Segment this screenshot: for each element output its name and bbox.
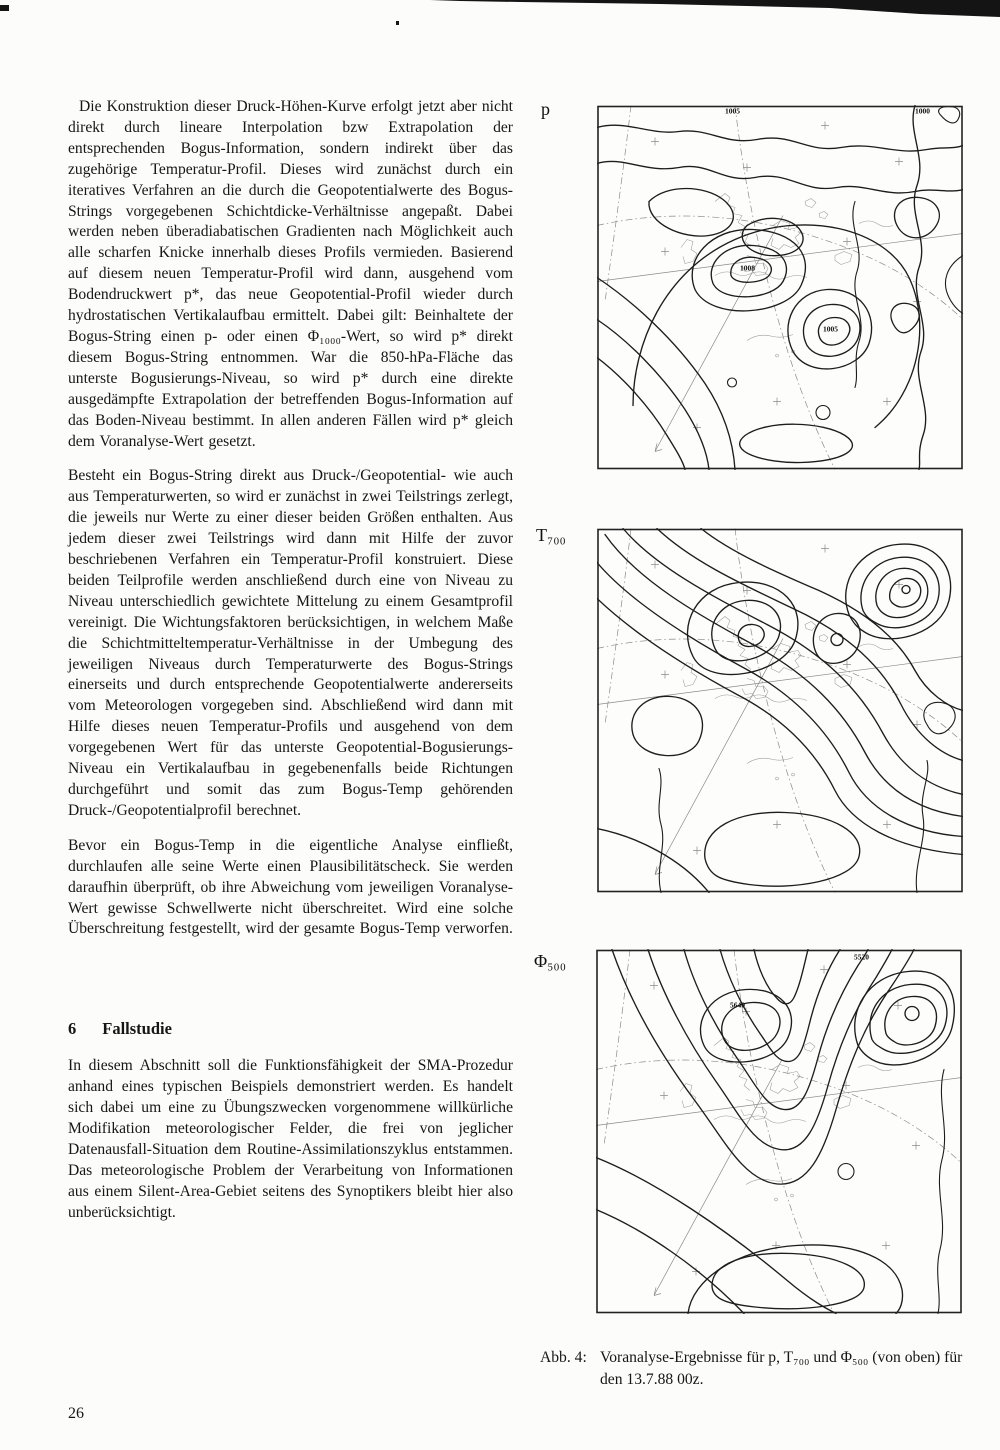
text-column <box>68 97 513 1224</box>
contour-label: 5640 <box>730 1000 745 1010</box>
contour-map-t700 <box>597 528 963 893</box>
section-heading <box>68 1019 513 1039</box>
caption-text: Voranalyse-Ergebnisse für p, T₇₀₀ und Φ₅₀₀ (von oben) für den 13.7.88 00z. <box>600 1349 963 1388</box>
scan-artifact-left-edge <box>0 5 9 11</box>
paragraph: Bevor ein Bogus-Temp in die eigentliche Analyse einfließt, durchlaufen alle seine Werte einen Plausibilitätscheck. Sie werden daraufhin überprüft, ob ihre Abweichung vom jeweiligen Voranalyse-Wert gewisse Schwellwerte nicht überschreitet. Wird eine solche Überschreitung festgestellt, wird der gesamte Bogus-Temp verworfen. <box>68 836 513 938</box>
contour-label: 1005 <box>823 324 838 334</box>
contour-label: 1005 <box>725 106 740 116</box>
contour-label: 1000 <box>915 106 930 116</box>
contour-map-pressure <box>597 105 963 470</box>
map-label-p: p <box>541 99 550 119</box>
figure-caption <box>540 1347 972 1390</box>
section-title: Fallstudie <box>102 1019 172 1039</box>
caption-tag: Abb. 4: <box>540 1349 587 1366</box>
map-label-phi500: Φ₅₀₀ <box>534 951 566 971</box>
contour-label: 1008 <box>740 263 755 273</box>
paragraph: Besteht ein Bogus-String direkt aus Druck-/Geopotential- wie auch aus Temperaturwerten, so wird er zunächst in zwei Teilstrings zerlegt, die jeweils nur Werte zu einer dieser beiden Größen enthalten. Aus jedem dieser zwei Teilstrings wird dann mit Hilfe der zuvor beschriebenen Verfahren ein Temperatur-Profil konstruiert. Diese beiden Teilprofile werden anschließend durch eine von Niveau zu Niveau unterschiedlich gewichtete Mittelung zu einem Gesamtprofil vereinigt. Die Wichtungsfaktoren berücksichtigen, in welchem Maße die Schichtmitteltemperatur-Verhältnisse in der Umbegung des jeweiligen Niveaus durch Temperaturwerte des Bogus-Strings einerseits und durch entsprechende Geopotentialwerte andererseits vom Meteorologen vorgegeben sind. Abschließend wird dann mit Hilfe dieses neuen Temperatur-Profils und ausgehend von dem vorgegebenen Wert für das unterste Geopotential-Bogusierungs-Niveau ein Vertikalaufbau in gegebenenfalls beide Richtungen durchgeführt und somit das zum Bogus-Temp gehörenden Druck-/Geopotentialprofil berechnet. <box>68 467 513 819</box>
contour-map-phi500 <box>596 949 962 1314</box>
section-number: 6 <box>68 1019 77 1039</box>
page-number: 26 <box>68 1405 84 1422</box>
contour-label: 5520 <box>854 952 869 962</box>
scan-artifact-speck <box>396 21 399 25</box>
paragraph: In diesem Abschnitt soll die Funktionsfähigkeit der SMA-Prozedur anhand eines typischen Beispiels demonstriert werden. Es handelt sich dabei um eine zu Übungszwecken vorgenommene willkürliche Modifikation meteorologischer Felder, die frei von jeglicher Datenausfall-Situation dem Routine-Assimilationszyklus entstammen. Das meteorologische Problem der Verarbeitung von Informationen aus einem Silent-Area-Gebiet seitens des Synoptikers bleibt hier also unberücksichtigt. <box>68 1057 513 1221</box>
map-label-t700: T₇₀₀ <box>536 525 566 545</box>
scan-artifact-top-edge <box>400 0 1000 20</box>
paragraph: Die Konstruktion dieser Druck-Höhen-Kurve erfolgt jetzt aber nicht direkt durch lineare Interpolation bzw Extrapolation der entsprechenden Bogus-Information, sondern indirekt über das zugehörige Temperatur-Profil. Dieses wird zunächst durch ein iteratives Verfahren an die durch die Geopotentialwerte des Bogus-Strings vorgegebenen Schichtdicke-Verhältnisse angepaßt. Dabei werden neben überadiabatischen Gradienten nach Möglichkeit auch alle scharfen Knicke innerhalb dieses Profils vermieden. Basierend auf diesem neuen Temperatur-Profil wird dann, ausgehend vom Bodendruckwert p*, das neue Geopotential-Profil wieder durch hydrostatischen Vertikalaufbau ermittelt. Dabei gilt: Beinhaltete der Bogus-String einen p- oder einen Φ₁₀₀₀-Wert, so wird p* direkt diesem Bogus-String entnommen. War die 850-hPa-Fläche das unterste Bogusierungs-Niveau, so wird p* durch eine direkte ausgedämpfte Extrapolation der betreffenden Bogus-Information auf das Boden-Niveau bestimmt. In allen anderen Fällen wird p* gleich dem Voranalyse-Wert gesetzt. <box>68 98 513 450</box>
